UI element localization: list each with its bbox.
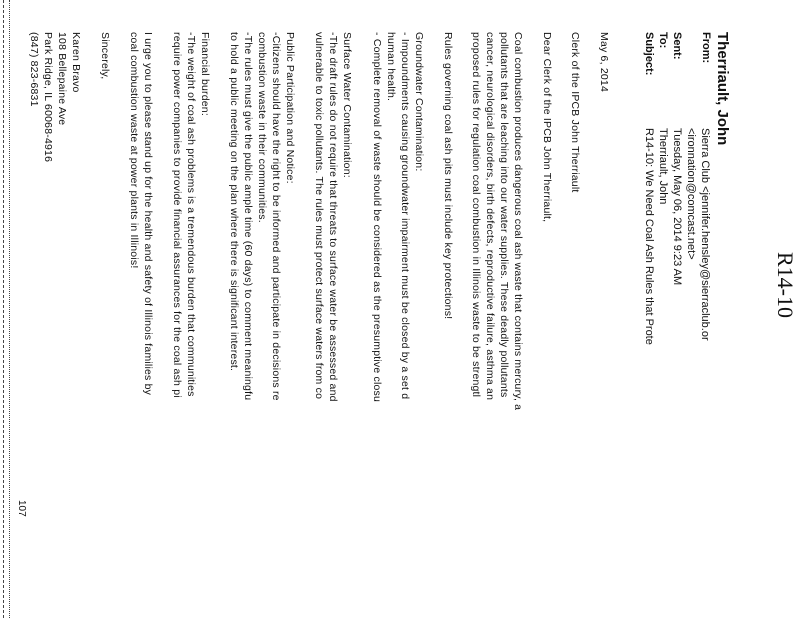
- section-line: human health.: [385, 32, 397, 102]
- intro-line: cancer, neurological disorders, birth defects, reproductive failure, asthma an: [484, 32, 496, 401]
- scan-edge-rule: [9, 0, 10, 618]
- signature-line: Park Ridge, IL 60068-4916: [42, 32, 54, 163]
- section-heading: Financial burden:: [199, 32, 211, 116]
- section-line: -The weight of coal ash problems is a tremendous burden that communities: [185, 32, 197, 397]
- intro-line: proposed rules for regulation coal combustion in Illinois waste to be strengtl: [470, 32, 482, 398]
- sent-label: Sent:: [671, 32, 683, 60]
- signoff: Sincerely,: [99, 32, 111, 80]
- letter-addressee: Clerk of the IPCB John Therriault: [569, 32, 581, 193]
- closing-line: coal combustion waste at power plants in Illinois!: [128, 32, 140, 269]
- from-value-email: <ironnation@comcast.net>: [685, 128, 697, 260]
- from-value: Sierra Club <jennifer.hensley@sierraclub.or: [699, 128, 711, 341]
- section-heading: Groundwater Contamination:: [413, 32, 425, 172]
- closing-line: I urge you to please stand up for the health and safety of Illinois families by: [142, 32, 154, 396]
- section-line: -The draft rules do not require that threats to surface water be assessed and: [327, 32, 339, 402]
- section-line: to hold a public meeting on the plan where there is significant interest.: [228, 32, 240, 372]
- signature-line: Karen Bravo: [70, 32, 82, 93]
- scan-edge-rule: [3, 0, 4, 618]
- key-protections: Rules governing coal ash pits must include key protections!: [442, 32, 454, 320]
- section-heading: Public Participation and Notice:: [284, 32, 296, 184]
- section-heading: Surface Water Contamination:: [341, 32, 353, 178]
- signature-line: 108 Bellepaine Ave: [56, 32, 68, 126]
- intro-line: Coal combustion produces dangerous coal ash waste that contains mercury, a: [512, 32, 524, 411]
- subject-value: R14-10: We Need Coal Ash Rules that Prote: [643, 128, 655, 345]
- section-line: combustion waste in their communities.: [256, 32, 268, 223]
- page-number: 107: [16, 500, 27, 517]
- sender-name-title: Therriault, John: [714, 32, 731, 146]
- section-line: -The rules must give the public ample time (60 days) to comment meaningfu: [242, 32, 254, 401]
- to-value: Therriault, John: [657, 128, 669, 205]
- section-line: - Impoundments causing groundwater impairment must be closed by a set d: [399, 32, 411, 400]
- subject-label: Subject:: [643, 32, 655, 76]
- intro-line: pollutants that are leaching into our water supplies. These deadly pollutants: [498, 32, 510, 398]
- letter-salutation: Dear Clerk of the IPCB John Therriault,: [541, 32, 553, 223]
- to-label: To:: [657, 32, 669, 49]
- section-line: - Complete removal of waste should be considered as the presumptive closu: [371, 32, 383, 403]
- document-mark: R14-10: [773, 252, 798, 318]
- section-line: require power companies to provide financial assurances for the coal ash pi: [171, 32, 183, 398]
- section-line: vulnerable to toxic pollutants. The rules must protect surface waters from co: [313, 32, 325, 400]
- from-label: From:: [700, 32, 712, 64]
- signature-line: (847) 823-6831: [28, 32, 40, 107]
- letter-date: May 6, 2014: [598, 32, 610, 92]
- sent-value: Tuesday, May 06, 2014 9:23 AM: [671, 128, 683, 286]
- section-line: -Citizens should have the right to be informed and participate in decisions re: [270, 32, 282, 401]
